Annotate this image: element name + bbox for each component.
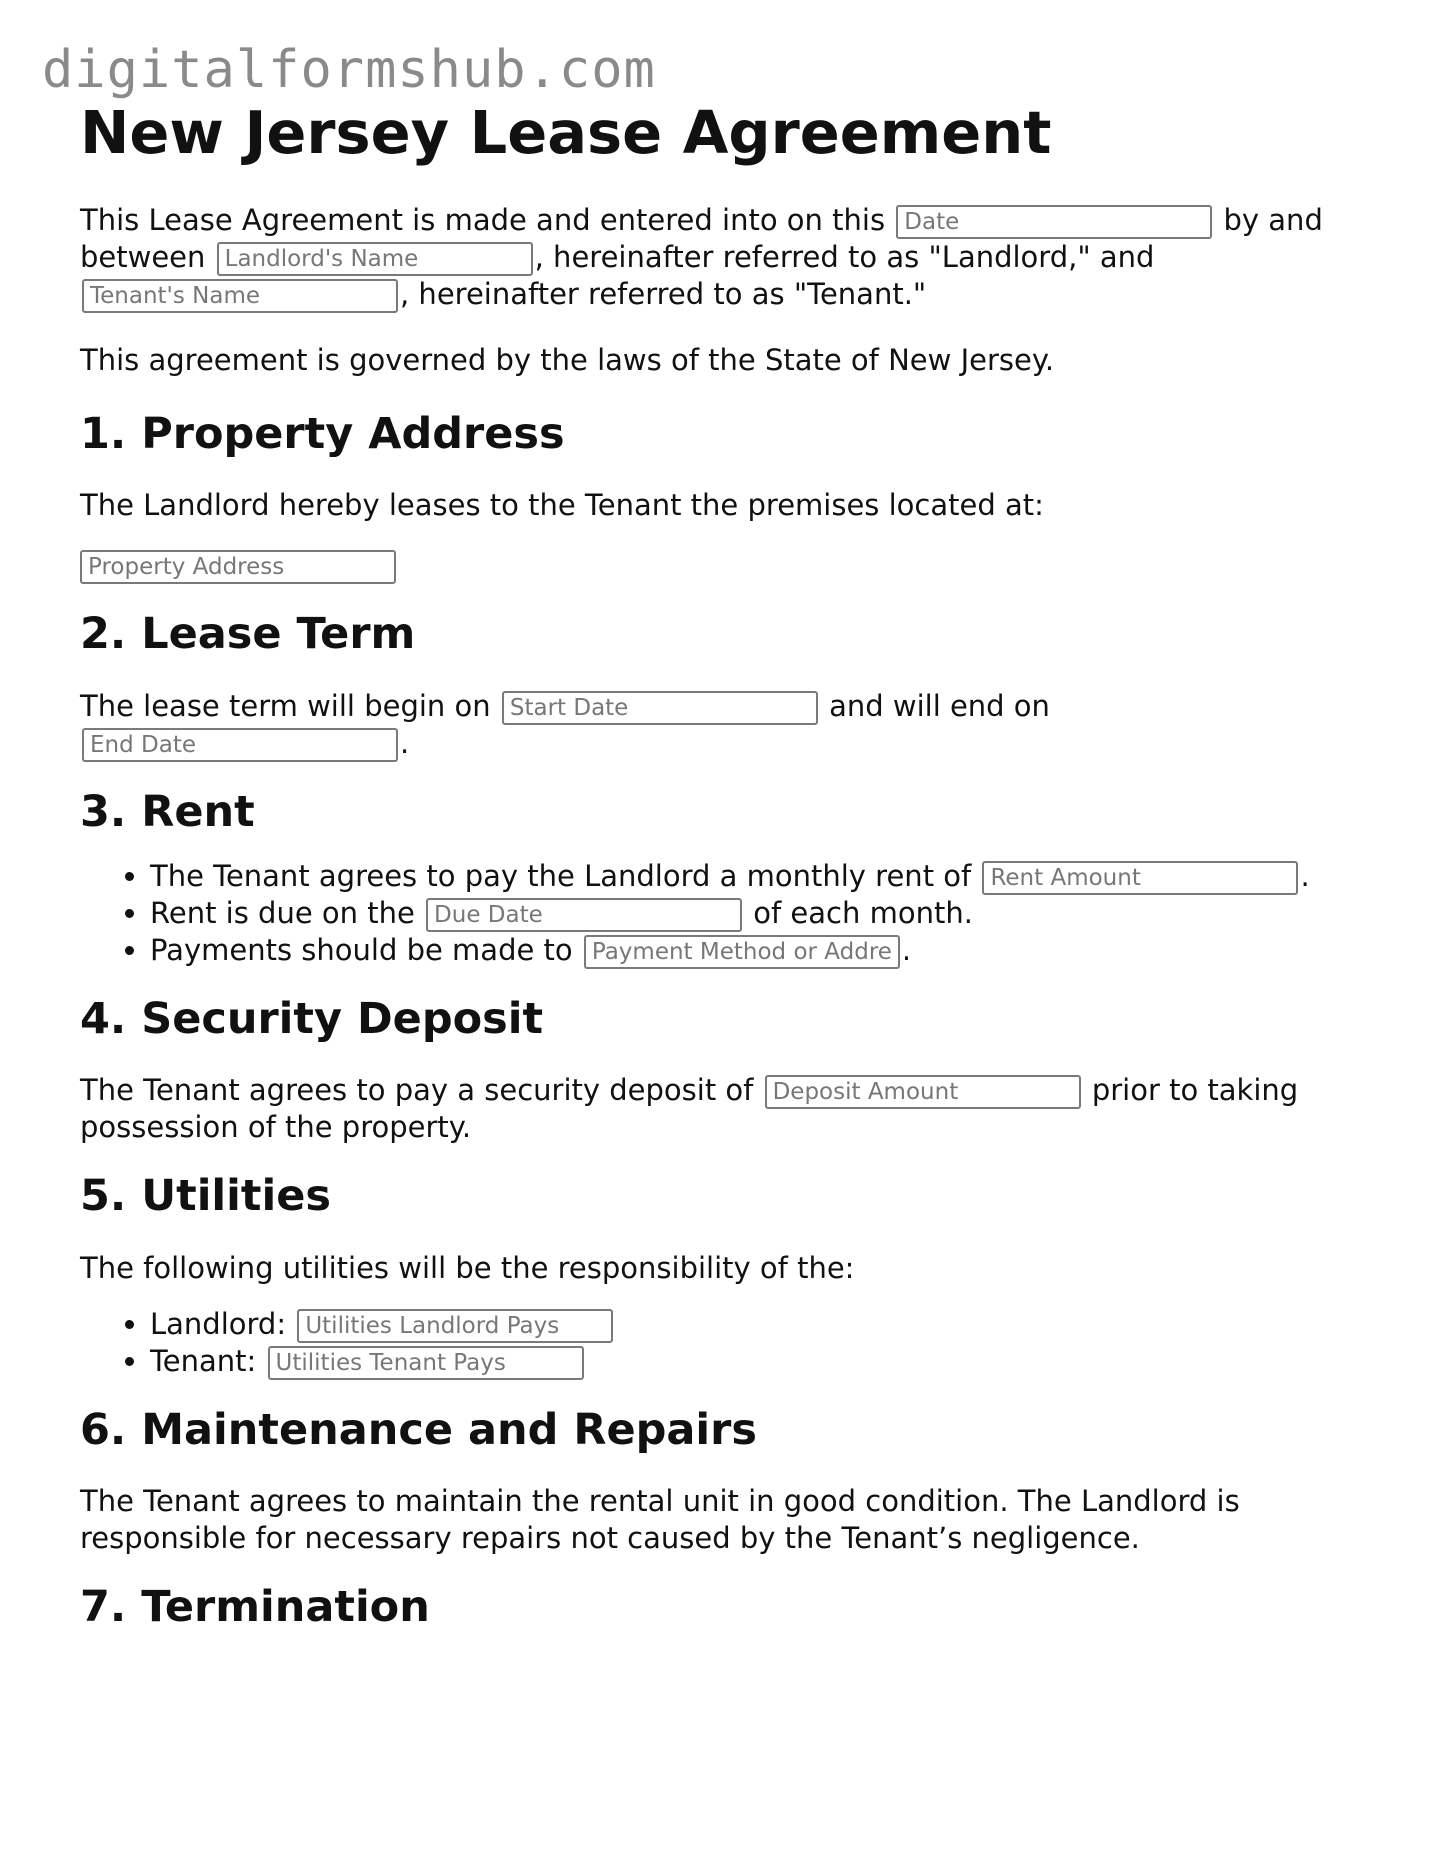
list-item	[150, 1306, 1370, 1343]
utilities-landlord-label: Landlord:	[150, 1306, 287, 1341]
intro-text-1: This Lease Agreement is made and entered into on this	[80, 202, 886, 237]
intro-text-4: , hereinafter referred to as "Tenant."	[400, 276, 927, 311]
due-date-input[interactable]	[426, 898, 742, 932]
list-item	[150, 1343, 1370, 1380]
page-title: New Jersey Lease Agreement	[80, 98, 1052, 167]
security-deposit-text	[80, 1072, 1370, 1146]
due-date-label: Rent is due on the	[150, 895, 415, 930]
property-heading: 1. Property Address	[80, 408, 565, 459]
governing-law-text: This agreement is governed by the laws of the State of New Jersey.	[80, 342, 1055, 377]
lease-term-text-3: .	[400, 725, 410, 760]
rent-amount-input[interactable]	[982, 861, 1298, 895]
security-deposit-heading: 4. Security Deposit	[80, 993, 544, 1044]
utilities-tenant-label: Tenant:	[150, 1343, 257, 1378]
utilities-tenant-input[interactable]	[268, 1346, 584, 1380]
lease-document	[80, 98, 1370, 1634]
list-item	[150, 858, 1370, 895]
intro-text-2: by and between	[80, 202, 1323, 274]
rent-amount-label: The Tenant agrees to pay the Landlord a monthly rent of	[150, 858, 972, 893]
lease-term-text	[80, 688, 1370, 762]
payment-method-label: Payments should be made to	[150, 932, 573, 967]
payment-method-end: .	[901, 932, 912, 967]
property-address-row	[80, 550, 1370, 584]
utilities-heading: 5. Utilities	[80, 1171, 331, 1222]
landlord-name-input[interactable]	[217, 242, 533, 276]
start-date-input[interactable]	[502, 691, 818, 725]
lease-term-text-2: and will end on	[829, 688, 1050, 723]
maintenance-text: The Tenant agrees to maintain the rental unit in good condition. The Landlord is responsible for necessary repairs not caused by the Tenant’s negligence.	[80, 1484, 1240, 1556]
utilities-list	[80, 1306, 1370, 1380]
intro-text-3: , hereinafter referred to as "Landlord," and	[534, 239, 1155, 274]
property-address-input[interactable]	[80, 550, 396, 584]
deposit-text-2: prior to taking possession of the property.	[80, 1073, 1299, 1145]
rent-list	[80, 858, 1370, 969]
end-date-input[interactable]	[82, 728, 398, 762]
tenant-name-input[interactable]	[82, 279, 398, 313]
property-text: The Landlord hereby leases to the Tenant the premises located at:	[80, 488, 1044, 523]
due-date-end: of each month.	[753, 895, 973, 930]
deposit-amount-input[interactable]	[765, 1075, 1081, 1109]
intro-paragraph	[80, 202, 1370, 313]
list-item	[150, 932, 1370, 969]
list-item	[150, 895, 1370, 932]
utilities-text: The following utilities will be the responsibility of the:	[80, 1250, 855, 1285]
termination-heading: 7. Termination	[80, 1582, 430, 1633]
lease-term-text-1: The lease term will begin on	[80, 688, 491, 723]
deposit-text-1: The Tenant agrees to pay a security deposit of	[80, 1073, 754, 1108]
date-input[interactable]	[896, 205, 1212, 239]
watermark: digitalformshub.com	[42, 40, 656, 100]
rent-amount-end: .	[1300, 858, 1310, 893]
lease-term-heading: 2. Lease Term	[80, 609, 416, 660]
utilities-landlord-input[interactable]	[297, 1309, 613, 1343]
payment-method-input[interactable]	[584, 935, 900, 969]
maintenance-heading: 6. Maintenance and Repairs	[80, 1404, 757, 1455]
rent-heading: 3. Rent	[80, 786, 255, 837]
